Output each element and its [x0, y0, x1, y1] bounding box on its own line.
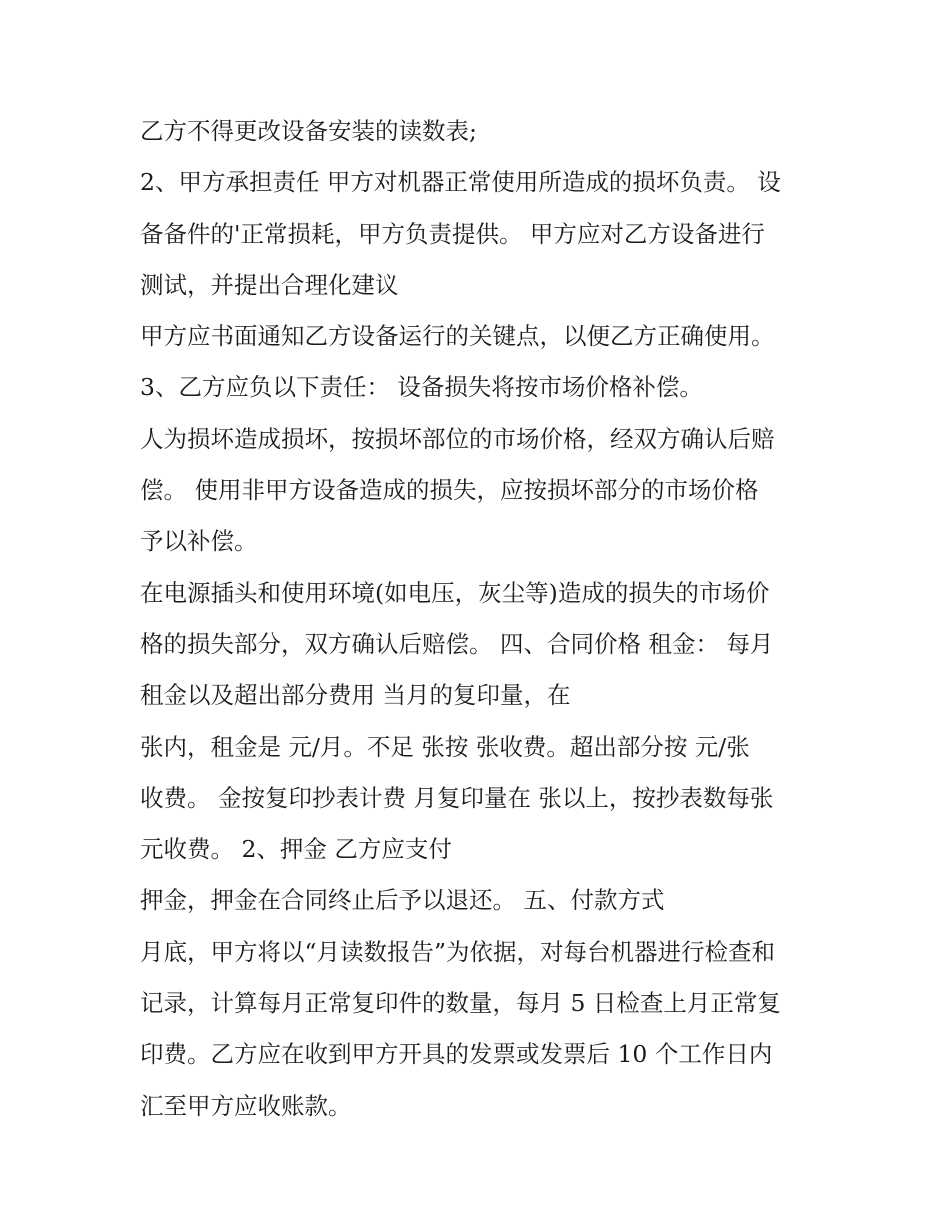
text-line: 租金以及超出部分费用 当月的复印量，在 — [140, 681, 571, 710]
text-line: 汇至甲方应收账款。 — [140, 1091, 352, 1120]
contract-text — [140, 106, 820, 1132]
text-line: 测试，并提出合理化建议 — [140, 270, 399, 299]
text-line: 人为损坏造成损坏，按损坏部位的市场价格，经双方确认后赔 — [140, 424, 775, 453]
text-line: 在电源插头和使用环境(如电压，灰尘等)造成的损失的市场价 — [140, 578, 770, 607]
text-line: 元收费。 2、押金 乙方应支付 — [140, 835, 452, 864]
text-line: 2、甲方承担责任 甲方对机器正常使用所造成的损坏负责。 设 — [140, 168, 781, 197]
text-line: 格的损失部分，双方确认后赔偿。 四、合同价格 租金： 每月 — [140, 629, 774, 658]
text-line: 收费。 金按复印抄表计费 月复印量在 张以上，按抄表数每张 — [140, 783, 774, 812]
text-line: 甲方应书面通知乙方设备运行的关键点，以便乙方正确使用。 — [140, 322, 775, 351]
text-line: 偿。 使用非甲方设备造成的损失，应按损坏部分的市场价格 — [140, 476, 759, 505]
text-line: 乙方不得更改设备安装的读数表; — [140, 117, 477, 145]
text-line: 印费。乙方应在收到甲方开具的发票或发票后 10 个工作日内 — [140, 1040, 773, 1069]
text-line: 记录，计算每月正常复印件的数量，每月 5 日检查上月正常复 — [140, 989, 781, 1018]
text-line: 押金，押金在合同终止后予以退还。 五、付款方式 — [140, 886, 665, 915]
text-line: 月底，甲方将以“月读数报告”为依据，对每台机器进行检查和 — [140, 937, 776, 966]
text-line: 张内，租金是 元/月。不足 张按 张收费。超出部分按 元/张 — [140, 732, 750, 761]
text-line: 予以补偿。 — [140, 527, 258, 556]
text-line: 3、乙方应负以下责任： 设备损失将按市场价格补偿。 — [140, 373, 703, 402]
text-line: 备备件的'正常损耗，甲方负责提供。 甲方应对乙方设备进行 — [140, 219, 765, 248]
